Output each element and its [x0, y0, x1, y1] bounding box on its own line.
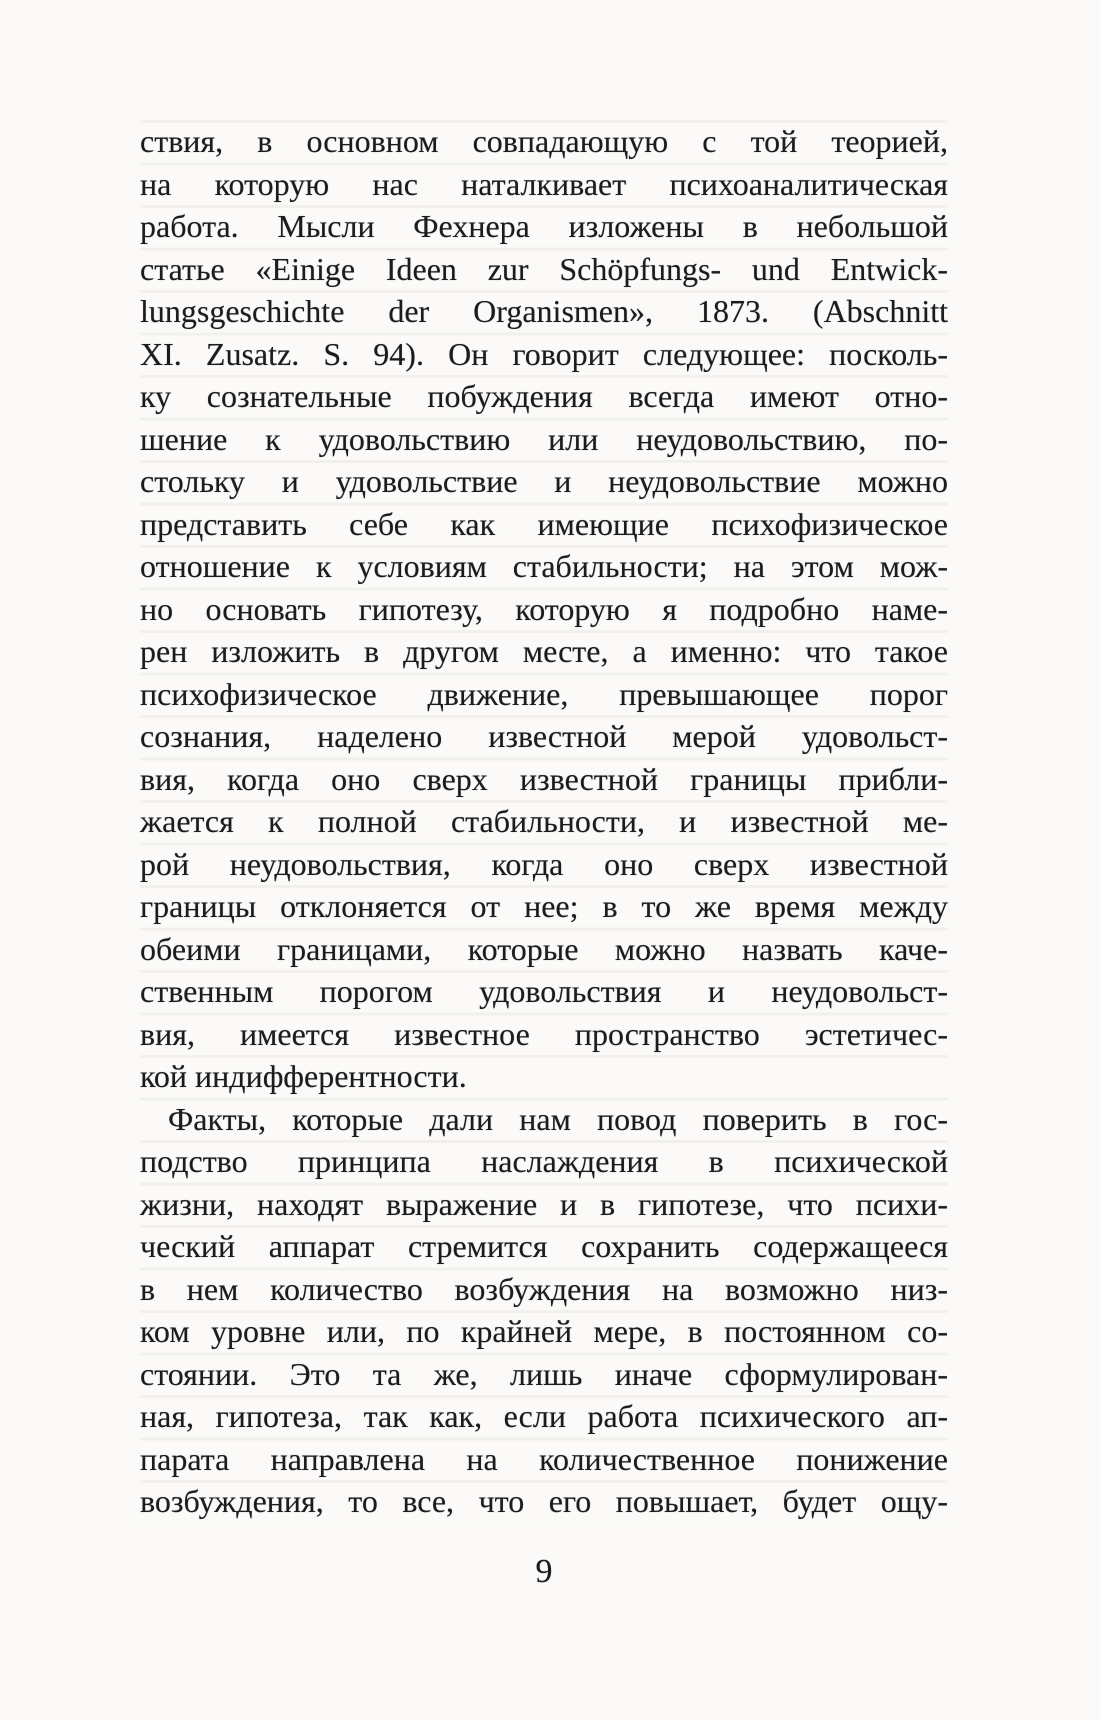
text-line: ку сознательные побуждения всегда имеют отно-: [140, 378, 948, 414]
text-line: Факты, которые дали нам повод поверить в гос-: [168, 1100, 948, 1137]
text-line: возбуждения, то все, что его повышает, будет ощу-: [140, 1483, 948, 1519]
text-line: ственным порогом удовольствия и неудовольст-: [140, 973, 948, 1009]
text-line: границы отклоняется от нее; в то же время между: [140, 888, 948, 924]
text-line: обеими границами, которые можно назвать каче-: [140, 930, 948, 967]
text-line: рен изложить в другом месте, а именно: что такое: [140, 633, 948, 669]
text-line: стольку и удовольствие и неудовольствие можно: [140, 463, 948, 499]
text-line: подство принципа наслаждения в психической: [140, 1143, 948, 1179]
text-line: ком уровне или, по крайней мере, в постоянном со-: [140, 1313, 948, 1349]
page-number: 9: [535, 1553, 553, 1590]
text-line: парата направлена на количественное понижение: [140, 1440, 948, 1477]
text-line: психофизическое движение, превышающее порог: [140, 675, 948, 712]
text-line: жизни, находят выражение и в гипотезе, что психи-: [140, 1185, 948, 1222]
text-line: ная, гипотеза, так как, если работа психического ап-: [140, 1398, 948, 1434]
text-line: отношение к условиям стабильности; на этом мож-: [140, 548, 948, 584]
text-line: статье «Einige Ideen zur Schöpfungs- und Entwick-: [140, 250, 948, 287]
text-line: в нем количество возбуждения на возможно низ-: [140, 1270, 948, 1307]
text-line: ческий аппарат стремится сохранить содержащееся: [140, 1228, 948, 1264]
text-line: сознания, наделено известной мерой удовольст-: [140, 718, 948, 754]
text-line: на которую нас наталкивает психоаналитическая: [140, 165, 948, 202]
text-line: lungsgeschichte der Organismen», 1873. (Abschnitt: [140, 293, 948, 329]
paragraph-1: [140, 120, 948, 1098]
text-line: рой неудовольствия, когда оно сверх известной: [140, 845, 948, 882]
text-line: XI. Zusatz. S. 94). Он говорит следующее: посколь-: [140, 335, 948, 372]
text-line: кой индифферентности.: [140, 1058, 467, 1094]
text-line: вия, когда оно сверх известной границы прибли-: [140, 760, 948, 797]
paragraph-2: [140, 1098, 948, 1523]
text-line: работа. Мысли Фехнера изложены в небольшой: [140, 208, 948, 244]
text-line: но основать гипотезу, которую я подробно наме-: [140, 590, 948, 627]
text-line: представить себе как имеющие психофизическое: [140, 505, 948, 542]
body-text: [140, 120, 948, 1523]
text-line: жается к полной стабильности, и известной ме-: [140, 803, 948, 839]
text-line: шение к удовольствию или неудовольствию, по-: [140, 420, 948, 457]
text-line: вия, имеется известное пространство эстетичес-: [140, 1015, 948, 1052]
text-line: стоянии. Это та же, лишь иначе сформулирован-: [140, 1355, 948, 1392]
text-line: ствия, в основном совпадающую с той теорией,: [140, 123, 948, 159]
